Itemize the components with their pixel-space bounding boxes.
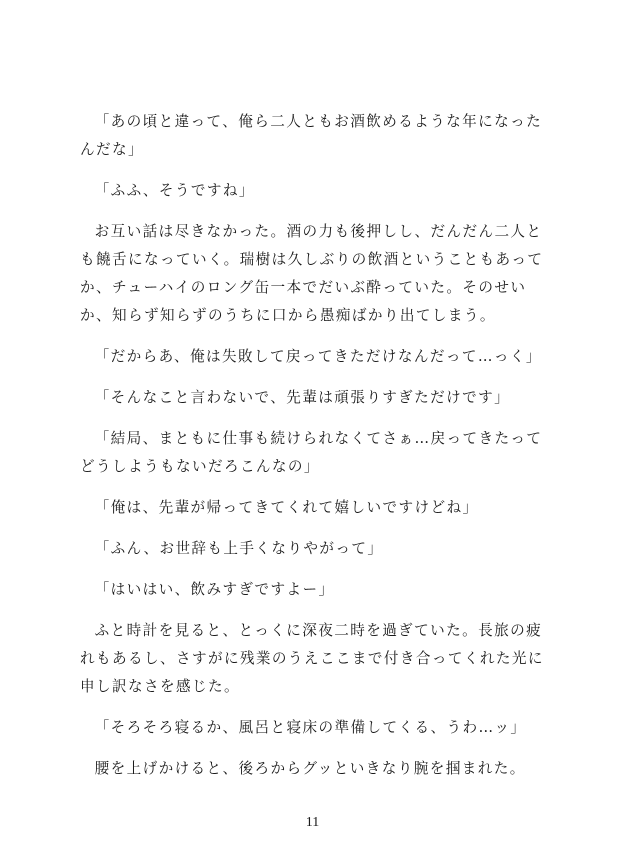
paragraph-3: お互い話は尽きなかった。酒の力も後押しし、だんだん二人とも饒舌になっていく。瑞樹は久しぶりの飲酒ということもあってか、チューハイのロング缶一本でだいぶ酔っていた。そのせいか、知らず知らずのうちに口から愚痴ばかり出てしまう。	[80, 223, 544, 324]
body-text	[80, 108, 550, 796]
paragraph-2: 「ふふ、そうですね」	[94, 182, 255, 199]
paragraph-9: 「はいはい、飲みすぎですよー」	[94, 581, 335, 598]
paragraph-4: 「だからあ、俺は失敗して戻ってきただけなんだって…っく」	[94, 348, 542, 365]
paragraph-7: 「俺は、先輩が帰ってきてくれて嬉しいですけどね」	[94, 499, 479, 516]
paragraph-12: 腰を上げかけると、後ろからグッといきなり腕を掴まれた。	[94, 760, 526, 777]
paragraph-10: ふと時計を見ると、とっくに深夜二時を過ぎていた。長旅の疲れもあるし、さすがに残業のうえここまで付き合ってくれた光に申し訳なさを感じた。	[80, 622, 544, 695]
paragraph-5: 「そんなこと言わないで、先輩は頑張りすぎただけです」	[94, 389, 511, 406]
paragraph-8: 「ふん、お世辞も上手くなりやがって」	[94, 540, 384, 557]
paragraph-6: 「結局、まともに仕事も続けられなくてさぁ…戻ってきたってどうしようもないだろこんなの」	[80, 430, 543, 475]
paragraph-1: 「あの頃と違って、俺ら二人ともお酒飲めるような年になったんだな」	[80, 113, 543, 158]
page-number: 11	[305, 815, 320, 830]
paragraph-11: 「そろそろ寝るか、風呂と寝床の準備してくる、うわ…ッ」	[94, 719, 527, 736]
